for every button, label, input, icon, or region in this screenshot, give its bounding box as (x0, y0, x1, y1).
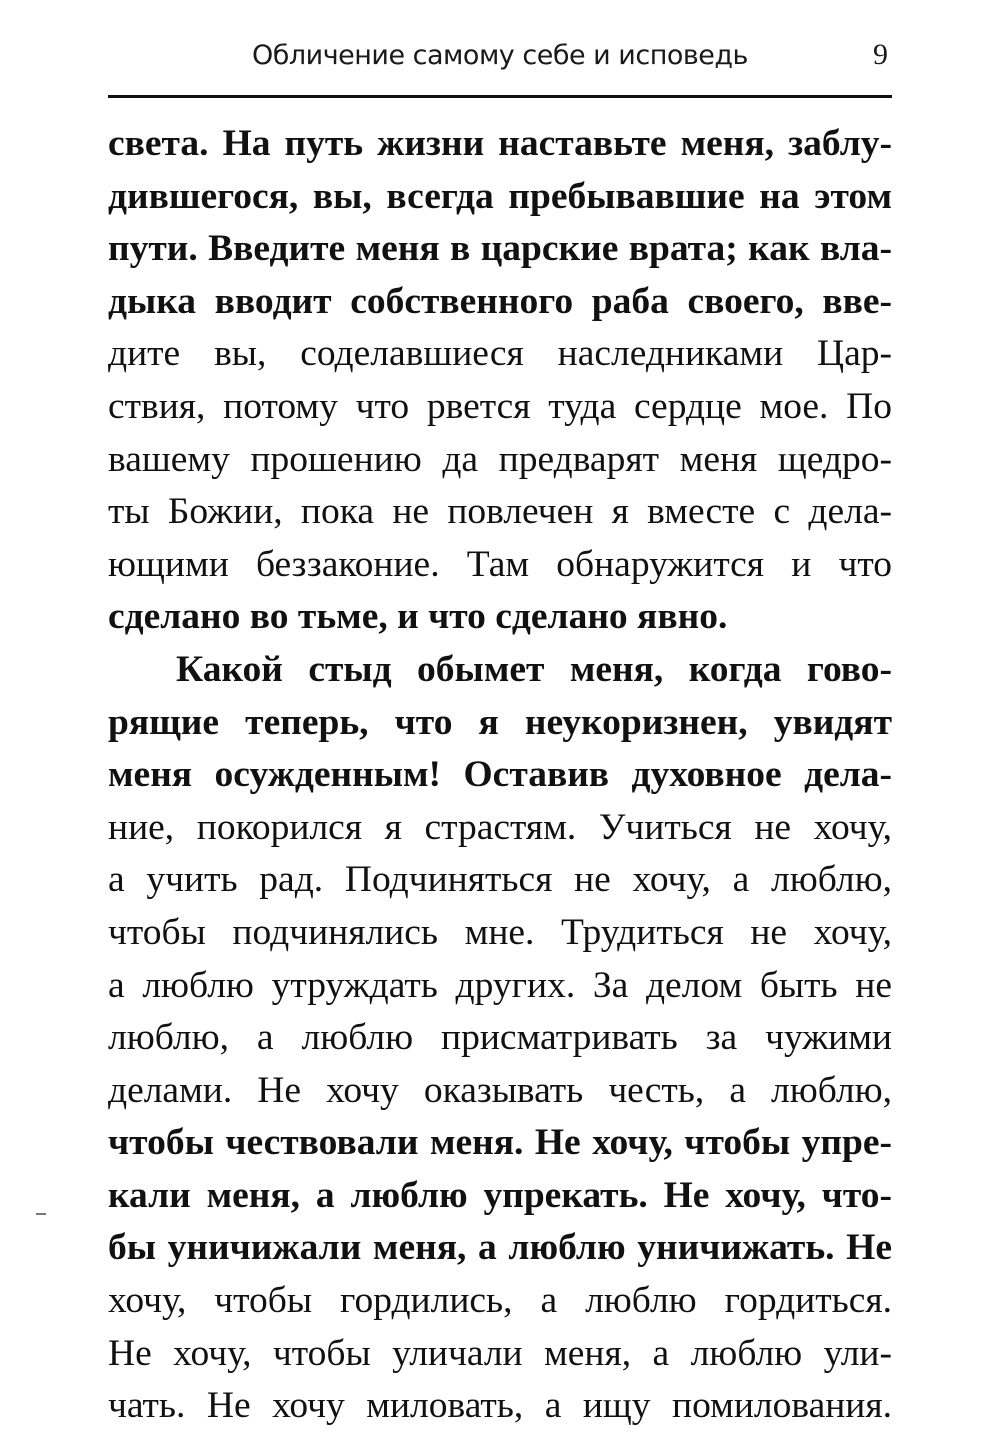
text-line: люблю, а люблю присматривать за чужими (108, 1017, 892, 1059)
text-line: дыка вводит собственного раба своего, вве- (108, 280, 892, 322)
margin-speck (36, 1213, 46, 1215)
text-line: рящие теперь, что я неукоризнен, увидят (108, 701, 892, 743)
text-line: ющими беззаконие. Там обнаружится и что (108, 543, 892, 585)
text-line: вашему прошению да предварят меня щедро- (108, 438, 892, 480)
text-line: кали меня, а люблю упрекать. Не хочу, что- (108, 1174, 892, 1216)
text-line: а учить рад. Подчиняться не хочу, а люблю, (108, 859, 892, 901)
text-line: меня осужденным! Оставив духовное дела- (108, 754, 892, 796)
text-line: хочу, чтобы гордились, а люблю гордиться. (108, 1280, 892, 1322)
text-line: дите вы, соделавшиеся наследниками Цар- (108, 333, 892, 375)
text-line: чать. Не хочу миловать, а ищу помилования. (108, 1385, 892, 1427)
text-line: чтобы чествовали меня. Не хочу, чтобы упре- (108, 1122, 892, 1164)
page-number: 9 (873, 38, 888, 71)
text-line: а люблю утруждать других. За делом быть не (108, 964, 892, 1006)
text-line: ты Божии, пока не повлечен я вместе с дела- (108, 491, 892, 533)
text-line: пути. Введите меня в царские врата; как вла- (108, 228, 892, 270)
paragraph-first-line: Какой стыд обымет меня, когда гово- (176, 648, 892, 690)
running-head (108, 36, 892, 86)
text-line: света. На путь жизни наставьте меня, заблу- (108, 123, 892, 164)
header-rule (108, 95, 892, 98)
text-line: сделано во тьме, и что сделано явно. (108, 596, 728, 638)
text-line: дившегося, вы, всегда пребывавшие на этом (108, 175, 892, 217)
text-line: ствия, потому что рвется туда сердце мое. По (108, 385, 892, 427)
body-text (108, 118, 892, 1433)
text-line: делами. Не хочу оказывать честь, а люблю, (108, 1069, 892, 1111)
text-line: бы уничижали меня, а люблю уничижать. Не (108, 1227, 892, 1269)
text-line: ние, покорился я страстям. Учиться не хочу, (108, 806, 892, 848)
text-line: чтобы подчинялись мне. Трудиться не хочу, (108, 911, 892, 953)
running-title: Обличение самому себе и исповедь (252, 40, 748, 71)
text-line: Не хочу, чтобы уличали меня, а люблю ули- (108, 1332, 892, 1374)
